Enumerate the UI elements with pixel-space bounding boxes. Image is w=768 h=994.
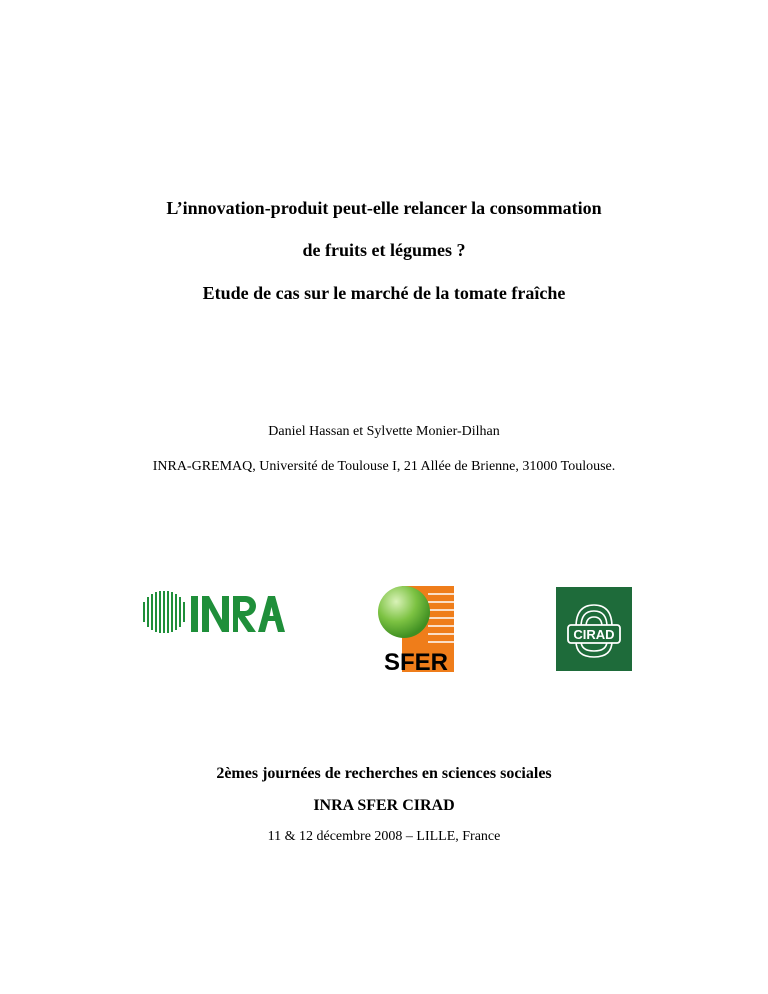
title-line-2: de fruits et légumes ? <box>302 240 466 260</box>
cirad-logo <box>556 587 632 671</box>
title-line-3: Etude de cas sur le marché de la tomate fraîche <box>202 283 566 303</box>
conference-title: 2èmes journées de recherches en sciences sociales <box>216 765 552 782</box>
authors: Daniel Hassan et Sylvette Monier-Dilhan <box>268 424 500 439</box>
conference-date-place: 11 & 12 décembre 2008 – LILLE, France <box>267 829 501 844</box>
conference-organizers: INRA SFER CIRAD <box>313 797 455 814</box>
inra-logo <box>140 588 288 636</box>
title-line-1: L’innovation-produit peut-elle relancer la consommation <box>166 198 602 218</box>
sfer-logo <box>376 584 456 672</box>
affiliation: INRA-GREMAQ, Université de Toulouse I, 21 Allée de Brienne, 31000 Toulouse. <box>152 459 616 474</box>
svg-text:CIRAD: CIRAD <box>573 627 615 642</box>
svg-text:SFER: SFER <box>383 649 449 672</box>
